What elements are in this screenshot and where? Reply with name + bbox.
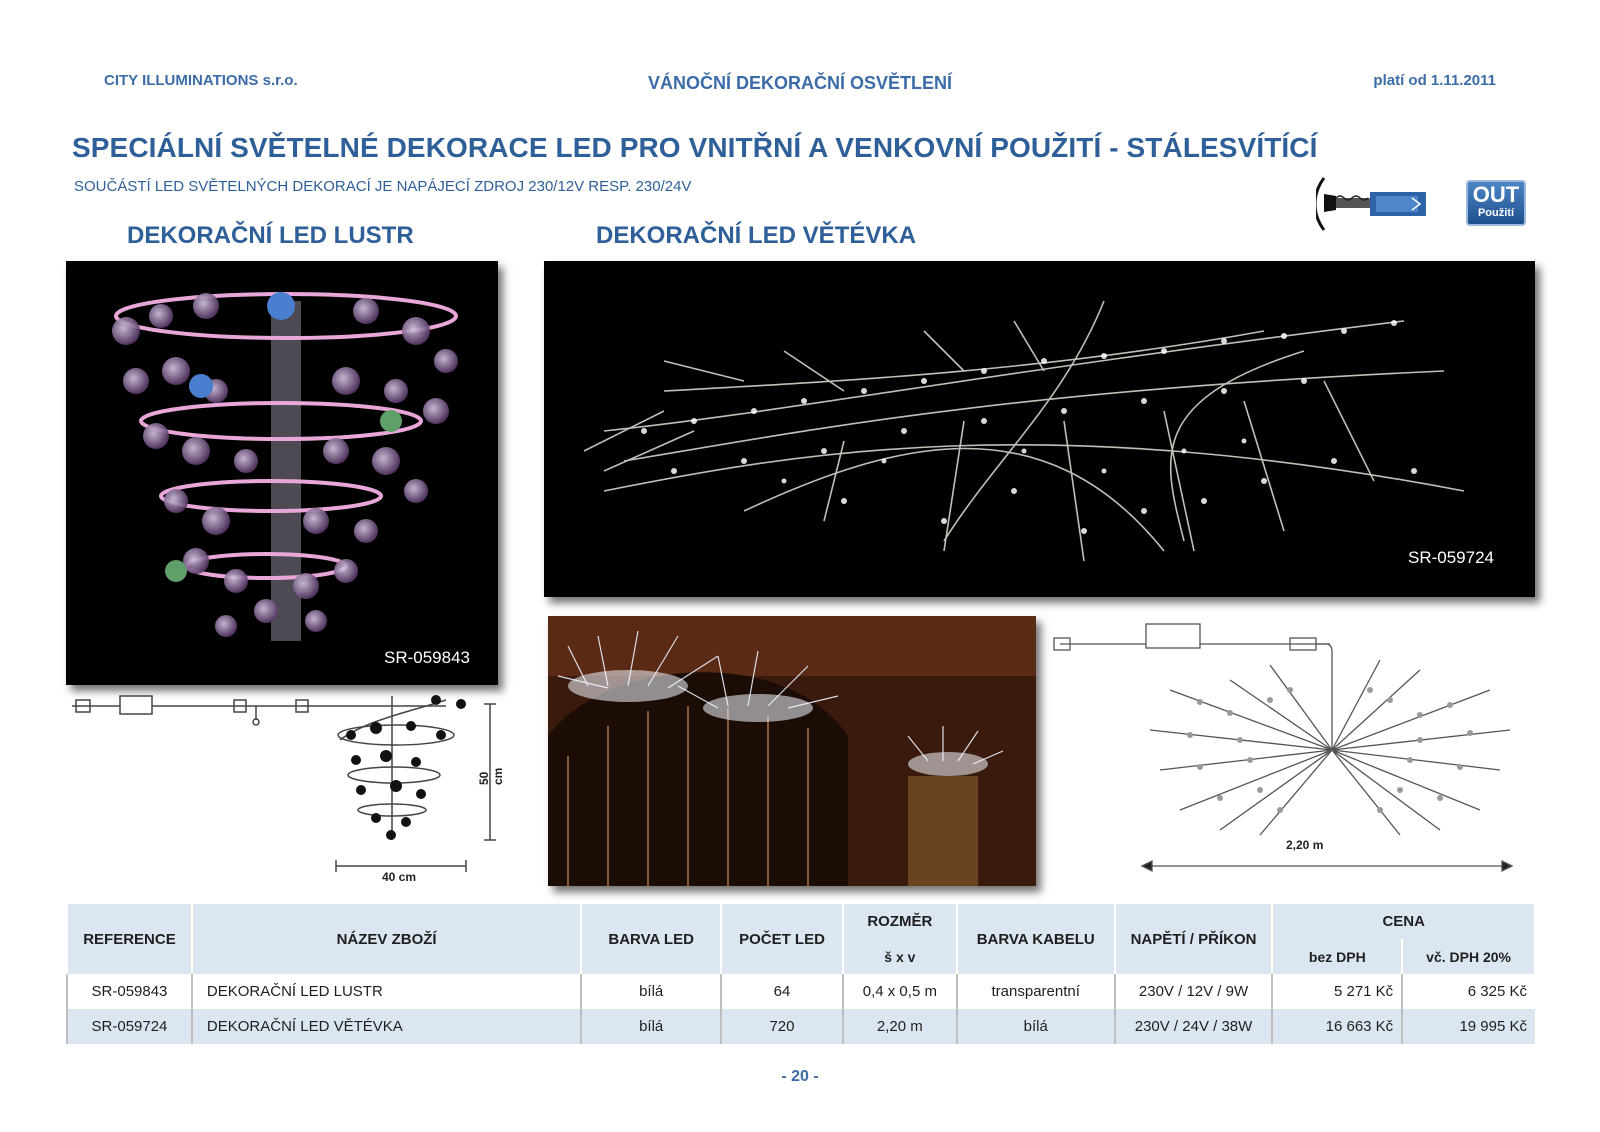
vetevka-installation-photo: [548, 616, 1036, 886]
cell-reference: SR-059724: [67, 1009, 192, 1044]
cell-cable-color: bílá: [957, 1009, 1115, 1044]
col-reference: REFERENCE: [67, 904, 192, 974]
col-voltage: NAPĚTÍ / PŘÍKON: [1115, 904, 1273, 974]
page-subtitle: SOUČÁSTÍ LED SVĚTELNÝCH DEKORACÍ JE NAPÁJECÍ ZDROJ 230/12V RESP. 230/24V: [74, 178, 692, 195]
badge-out-label: OUT: [1472, 182, 1520, 207]
col-size: ROZMĚR: [843, 904, 957, 939]
lustr-technical-drawing: [66, 690, 506, 890]
lustr-product-photo: [66, 261, 498, 685]
col-price: CENA: [1272, 904, 1535, 939]
cable-plug-icon: [1316, 174, 1434, 234]
page-title: SPECIÁLNÍ SVĚTELNÉ DEKORACE LED PRO VNITŘNÍ A VENKOVNÍ POUŽITÍ - STÁLESVÍTÍCÍ: [72, 132, 1318, 163]
cell-name: DEKORAČNÍ LED VĚTÉVKA: [192, 1009, 581, 1044]
cell-price-gross: 19 995 Kč: [1402, 1009, 1535, 1044]
table-row: [67, 1009, 1535, 1044]
outdoor-use-badge: [1466, 180, 1526, 226]
cell-price-net: 5 271 Kč: [1272, 974, 1402, 1009]
col-price-net: bez DPH: [1272, 939, 1402, 974]
cell-voltage: 230V / 24V / 38W: [1115, 1009, 1273, 1044]
lustr-height-label: 50 cm: [477, 767, 505, 785]
cell-price-net: 16 663 Kč: [1272, 1009, 1402, 1044]
cell-led-count: 64: [721, 974, 843, 1009]
badge-use-label: Použití: [1477, 207, 1515, 219]
cell-led-color: bílá: [581, 1009, 721, 1044]
valid-from-date: platí od 1.11.2011: [1373, 72, 1496, 89]
cell-voltage: 230V / 12V / 9W: [1115, 974, 1273, 1009]
lustr-width-label: 40 cm: [382, 870, 417, 884]
page-number: - 20 -: [781, 1068, 819, 1085]
section-title-lustr: DEKORAČNÍ LED LUSTR: [127, 222, 414, 249]
cell-size: 2,20 m: [843, 1009, 957, 1044]
product-spec-table: [66, 904, 1536, 1044]
cell-price-gross: 6 325 Kč: [1402, 974, 1535, 1009]
col-name: NÁZEV ZBOŽÍ: [192, 904, 581, 974]
cell-reference: SR-059843: [67, 974, 192, 1009]
vetevka-length-label: 2,20 m: [1286, 838, 1324, 852]
cell-led-count: 720: [721, 1009, 843, 1044]
company-name: CITY ILLUMINATIONS s.r.o.: [104, 72, 298, 89]
cell-name: DEKORAČNÍ LED LUSTR: [192, 974, 581, 1009]
cell-size: 0,4 x 0,5 m: [843, 974, 957, 1009]
lustr-product-code: SR-059843: [384, 648, 471, 667]
cell-cable-color: transparentní: [957, 974, 1115, 1009]
col-price-gross: vč. DPH 20%: [1402, 939, 1535, 974]
col-cable-color: BARVA KABELU: [957, 904, 1115, 974]
vetevka-product-code: SR-059724: [1408, 548, 1495, 567]
catalog-category: VÁNOČNÍ DEKORAČNÍ OSVĚTLENÍ: [647, 73, 953, 93]
vetevka-technical-drawing: [1050, 620, 1536, 890]
table-row: [67, 974, 1535, 1009]
section-title-vetevka: DEKORAČNÍ LED VĚTÉVKA: [596, 222, 917, 249]
cell-led-color: bílá: [581, 974, 721, 1009]
col-led-color: BARVA LED: [581, 904, 721, 974]
col-led-count: POČET LED: [721, 904, 843, 974]
col-size-unit: š x v: [843, 939, 957, 974]
vetevka-product-photo: [544, 261, 1535, 597]
